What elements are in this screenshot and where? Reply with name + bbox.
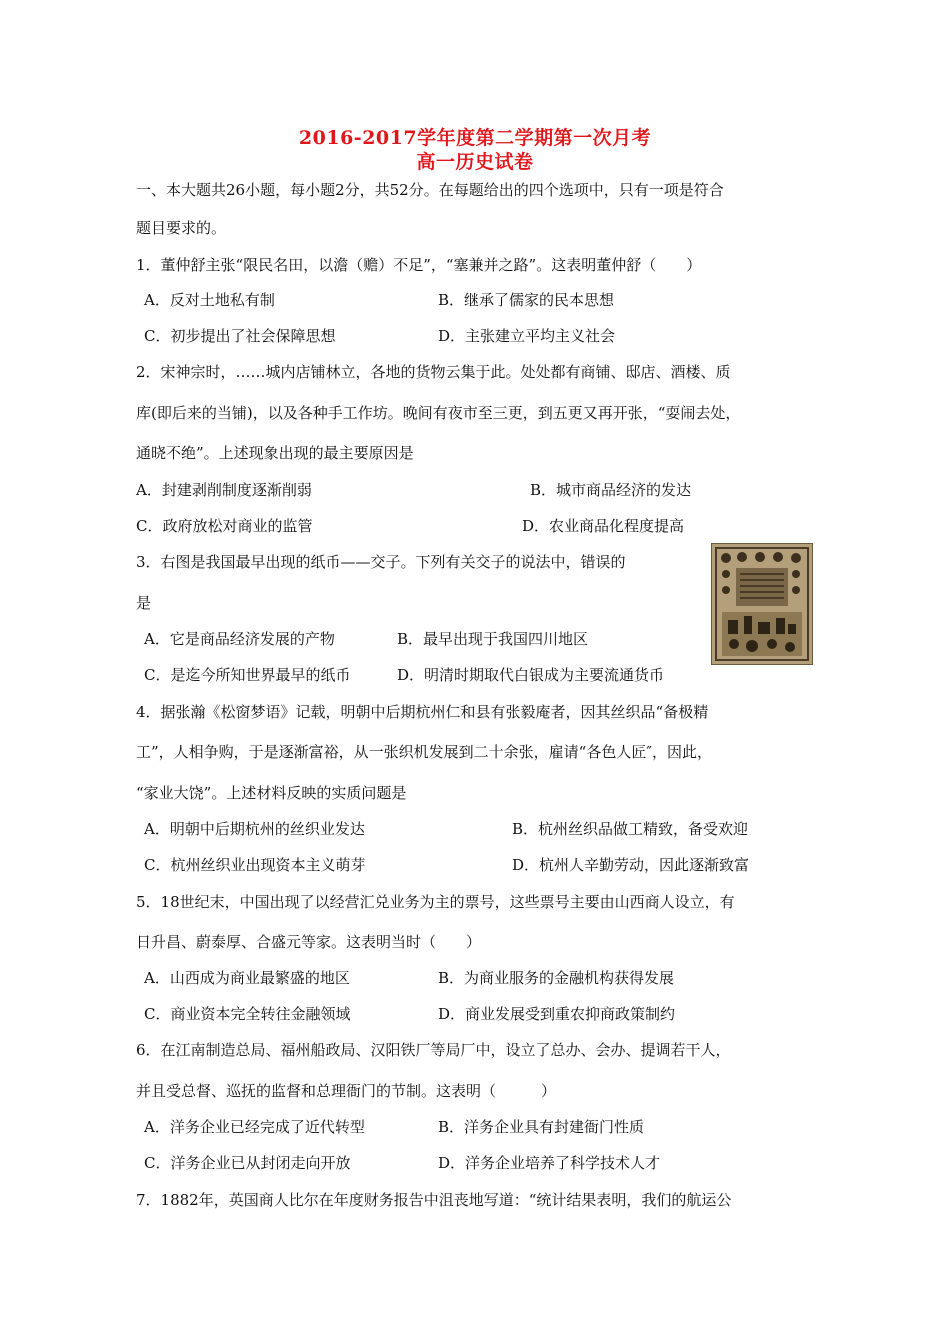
q5-option-a: A．山西成为商业最繁盛的地区 (144, 969, 350, 987)
q6-option-c: C．洋务企业已从封闭走向开放 (144, 1154, 351, 1172)
question-6-stem: 6．在江南制造总局、福州船政局、汉阳铁厂等局厂中，设立了总办、会办、提调若干人， (136, 1041, 731, 1059)
q5-option-d: D．商业发展受到重农抑商政策制约 (438, 1005, 676, 1023)
question-2-stem-cont: 库(即后来的当铺)，以及各种手工作坊。晚间有夜市至三更，到五更又再开张，“耍闹去处， (136, 404, 741, 422)
question-2-stem: 2．宋神宗时，……城内店铺林立，各地的货物云集于此。处处都有商铺、邸店、酒楼、质 (136, 363, 731, 381)
q1-option-d: D．主张建立平均主义社会 (438, 327, 616, 345)
q3-option-b: B．最早出现于我国四川地区 (397, 630, 589, 648)
q2-option-b: B．城市商品经济的发达 (530, 481, 692, 499)
q4-option-a: A．明朝中后期杭州的丝织业发达 (144, 820, 365, 838)
question-6-stem-cont: 并且受总督、巡抚的监督和总理衙门的节制。这表明（ ） (136, 1082, 557, 1100)
q4-option-b: B．杭州丝织品做工精致，备受欢迎 (512, 820, 749, 838)
q5-option-b: B．为商业服务的金融机构获得发展 (438, 969, 675, 987)
q6-option-b: B．洋务企业具有封建衙门性质 (438, 1118, 645, 1136)
q1-option-c: C．初步提出了社会保障思想 (144, 327, 336, 345)
question-5-stem-cont: 日升昌、蔚泰厚、合盛元等家。这表明当时（ ） (136, 933, 482, 951)
q3-option-d: D．明清时期取代白银成为主要流通货币 (397, 666, 665, 684)
question-3-stem-cont: 是 (136, 594, 152, 612)
exam-title: 2016-2017学年度第二学期第一次月考 (298, 127, 652, 149)
q2-option-d: D．农业商品化程度提高 (522, 517, 685, 535)
question-4-stem-cont: “家业大饶”。上述材料反映的实质问题是 (136, 784, 407, 802)
q4-option-d: D．杭州人辛勤劳动，因此逐渐致富 (512, 856, 750, 874)
q3-option-c: C．是迄今所知世界最早的纸币 (144, 666, 351, 684)
q1-option-a: A．反对土地私有制 (144, 291, 275, 309)
q6-option-d: D．洋务企业培养了科学技术人才 (438, 1154, 661, 1172)
q6-option-a: A．洋务企业已经完成了近代转型 (144, 1118, 365, 1136)
q4-option-c: C．杭州丝织业出现资本主义萌芽 (144, 856, 366, 874)
question-5-stem: 5．18世纪末，中国出现了以经营汇兑业务为主的票号，这些票号主要由山西商人设立，有 (136, 893, 735, 911)
question-1-stem: 1．董仲舒主张“限民名田，以澹（赡）不足”，“塞兼并之路”。这表明董仲舒（ ） (136, 256, 702, 274)
q1-option-b: B．继承了儒家的民本思想 (438, 291, 615, 309)
section-instructions: 一、本大题共26小题，每小题2分，共52分。在每题给出的四个选项中，只有一项是符合 (136, 181, 724, 199)
section-instructions-cont: 题目要求的。 (136, 219, 227, 237)
question-7-stem: 7．1882年，英国商人比尔在年度财务报告中沮丧地写道：“统计结果表明，我们的航运公 (136, 1191, 732, 1209)
question-4-stem: 4．据张瀚《松窗梦语》记载，明朝中后期杭州仁和县有张毅庵者，因其丝织品“备极精 (136, 703, 709, 721)
jiaozi-banknote-image (711, 543, 813, 665)
q2-option-a: A．封建剥削制度逐渐削弱 (136, 481, 312, 499)
question-3-stem: 3．右图是我国最早出现的纸币——交子。下列有关交子的说法中，错误的 (136, 553, 626, 571)
q2-option-c: C．政府放松对商业的监管 (136, 517, 313, 535)
exam-subtitle: 高一历史试卷 (416, 151, 534, 173)
question-4-stem-cont: 工”，人相争购，于是逐渐富裕，从一张织机发展到二十余张，雇请“各色人匠″，因此， (136, 743, 712, 761)
q5-option-c: C．商业资本完全转往金融领域 (144, 1005, 351, 1023)
question-2-stem-cont: 通晓不绝”。上述现象出现的最主要原因是 (136, 444, 414, 462)
q3-option-a: A．它是商品经济发展的产物 (144, 630, 335, 648)
